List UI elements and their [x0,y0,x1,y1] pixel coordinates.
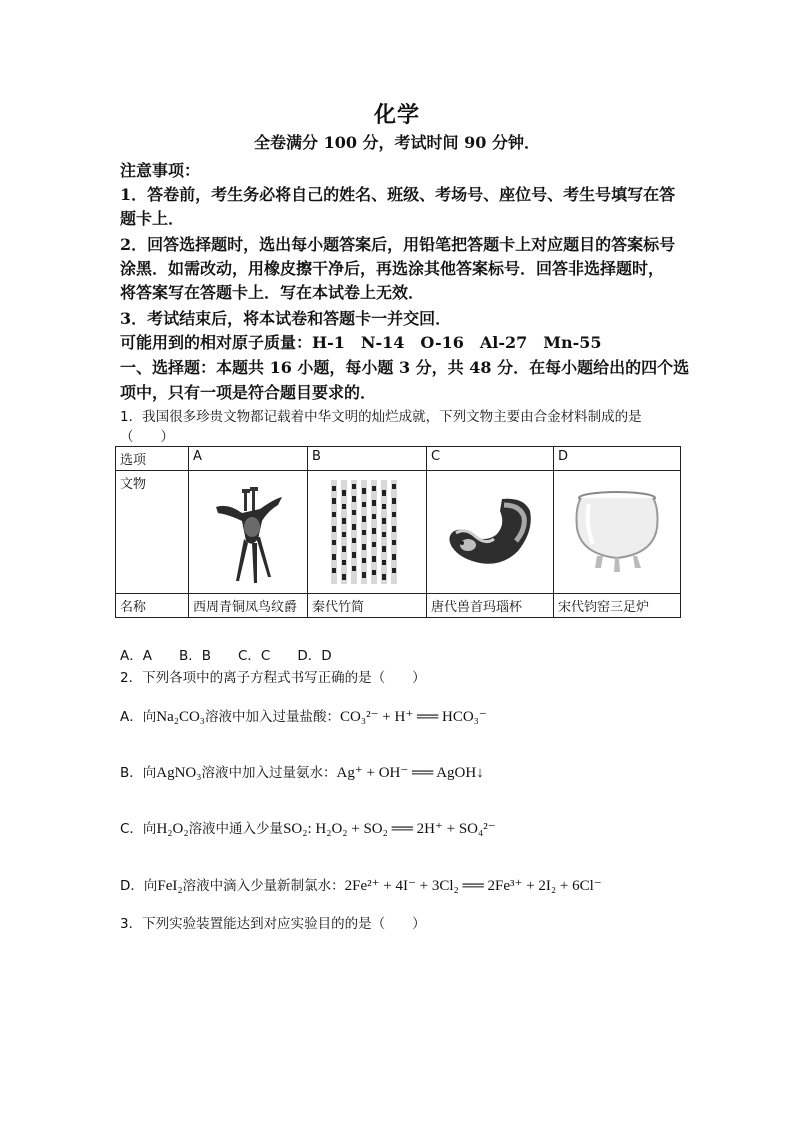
q2-d-equation: 2Fe²⁺ + 4I⁻ + 3Cl₂ ══ 2Fe³⁺ + 2I₂ + 6Cl⁻ [344,878,602,894]
relic-c-cell [427,471,554,594]
table-header-option: 选项 [116,447,189,471]
relic-a-cell [189,471,308,594]
bronze-jue-image [208,477,288,587]
section-1-heading-line-2: 项中，只有一项是符合题目要求的． [120,383,377,402]
relic-c-name: 唐代兽首玛瑙杯 [427,594,554,618]
q1-paren: （ ） [120,429,174,445]
q1-relics-table [115,446,681,618]
agate-cup-image [440,487,540,577]
notice-item-2-line-1: 2．回答选择题时，选出每小题答案后，用铅笔把答题卡上对应题目的答案标号 [120,235,676,254]
exam-subtitle: 全卷满分 100 分，考试时间 90 分钟． [254,133,540,152]
q3-stem: 3．下列实验装置能达到对应实验目的的是（ ） [120,916,426,932]
relic-b-name: 秦代竹简 [308,594,427,618]
relic-d-cell [554,471,681,594]
q1-stem: 1．我国很多珍贵文物都记载着中华文明的灿烂成就，下列文物主要由合金材料制成的是 [120,409,642,425]
q2-d-reagent: FeI₂ [157,878,183,894]
table-header-c: C [427,447,554,471]
q2-stem: 2．下列各项中的离子方程式书写正确的是（ ） [120,670,426,686]
notice-item-1-line-1: 1．答卷前，考生务必将自己的姓名、班级、考场号、座位号、考生号填写在答 [120,185,676,204]
q1-options: A．A B．B C．C D．D [120,648,332,664]
relic-a-name: 西周青铜凤鸟纹爵 [189,594,308,618]
relic-b-cell [308,471,427,594]
q2-option-b: B．向AgNO₃溶液中加入过量氨水：Ag⁺ + OH⁻ ══ AgOH↓ [120,765,484,781]
table-header-b: B [308,447,427,471]
q2-b-equation: Ag⁺ + OH⁻ ══ AgOH↓ [336,765,484,781]
tripod-censer-image [567,484,667,580]
table-header-a: A [189,447,308,471]
section-1-heading-line-1: 一、选择题：本题共 16 小题，每小题 3 分，共 48 分．在每小题给出的四个选 [120,358,690,377]
table-row [116,594,681,618]
q2-c-gas: SO₂ [283,821,308,837]
row-label-relic: 文物 [116,471,189,594]
bamboo-slips-image [327,476,407,588]
notice-item-3: 3．考试结束后，将本试卷和答题卡一并交回． [120,309,452,328]
q2-c-reagent: H₂O₂ [156,821,189,837]
q2-a-equation: CO₃²⁻ + H⁺ ══ HCO₃⁻ [340,709,487,725]
q2-option-c: C．向H₂O₂溶液中通入少量SO₂: H₂O₂ + SO₂ ══ 2H⁺ + SO₄²⁻ [120,821,496,837]
notice-item-1-line-2: 题卡上． [120,209,185,228]
q2-c-equation: : H₂O₂ + SO₂ ══ 2H⁺ + SO₄²⁻ [307,821,496,837]
atomic-mass-line: 可能用到的相对原子质量：H-1 N-14 O-16 Al-27 Mn-55 [120,333,602,352]
q2-b-reagent: AgNO₃ [156,765,202,781]
table-header-d: D [554,447,681,471]
q2-option-d: D．向FeI₂溶液中滴入少量新制氯水：2Fe²⁺ + 4I⁻ + 3Cl₂ ══ 2Fe³⁺ + 2I₂ + 6Cl⁻ [120,878,602,894]
relic-d-name: 宋代钧窑三足炉 [554,594,681,618]
row-label-name: 名称 [116,594,189,618]
table-row [116,471,681,594]
notice-item-2-line-3: 将答案写在答题卡上．写在本试卷上无效． [120,283,425,302]
q2-option-a: A．向Na₂CO₃溶液中加入过量盐酸：CO₃²⁻ + H⁺ ══ HCO₃⁻ [120,709,487,725]
notice-item-2-line-2: 涂黑．如需改动，用橡皮擦干净后，再选涂其他答案标号．回答非选择题时， [120,259,665,278]
page-title: 化学 [373,102,420,128]
q2-a-reagent: Na₂CO₃ [156,709,206,725]
notice-heading: 注意事项： [120,161,201,180]
table-row [116,447,681,471]
